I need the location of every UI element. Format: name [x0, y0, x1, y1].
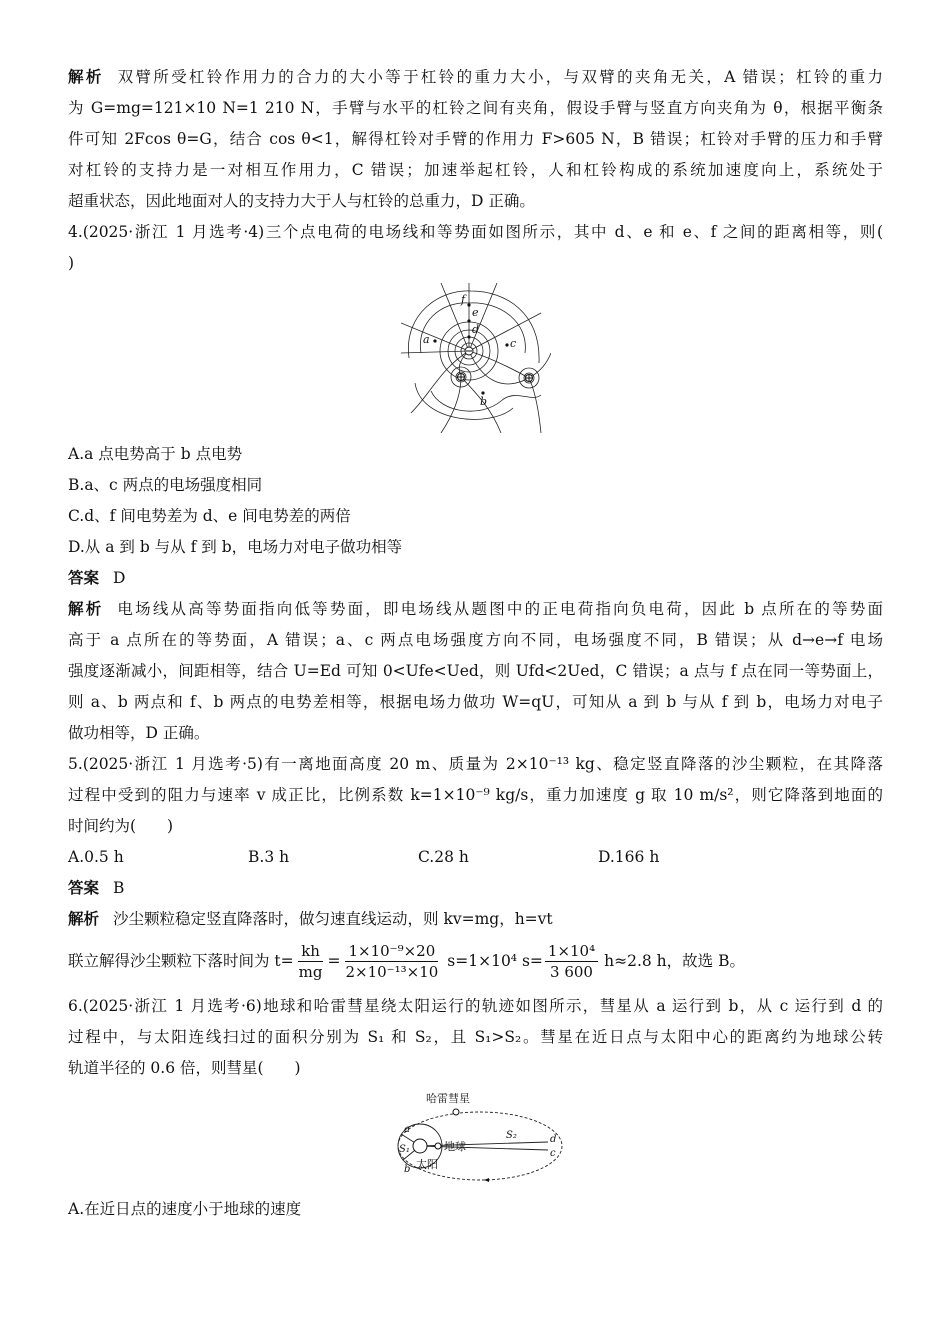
label-b: b	[403, 1164, 410, 1175]
question-stem: )	[68, 254, 75, 272]
analysis-text: 件可知 2Fcos θ=G，结合 cos θ<1，解得杠铃对手臂的作用力 F>605 N，B 错误；杠铃对手臂的压力和手臂	[68, 130, 883, 148]
question-stem: 轨道半径的 0.6 倍，则彗星( )	[68, 1059, 301, 1077]
option-a: A.0.5 h	[68, 848, 124, 866]
label-d: d	[471, 323, 479, 336]
analysis-text: 双臂所受杠铃作用力的合力的大小等于杠铃的重力大小，与双臂的夹角无关，A 错误；杠铃的重力	[117, 68, 883, 86]
option-c: C.28 h	[418, 848, 469, 866]
label-s1: S₁	[398, 1144, 410, 1155]
electric-field-figure	[401, 283, 551, 433]
analysis-label: 解析	[68, 910, 100, 928]
analysis-text: 超重状态，因此地面对人的支持力大于人与杠铃的总重力，D 正确。	[68, 192, 535, 210]
answer-label: 答案	[68, 569, 100, 587]
question-stem: 过程中，与太阳连线扫过的面积分别为 S₁ 和 S₂，且 S₁>S₂。彗星在近日点与太阳中心的距离约为地球公转	[68, 1028, 883, 1046]
analysis-label: 解析	[68, 68, 104, 86]
analysis-text: 高于 a 点所在的等势面，A 错误；a、c 两点电场强度方向不同，电场强度不同，B 错误；从 d→e→f 电场	[68, 631, 883, 649]
formula-line: 联立解得沙尘颗粒下落时间为 t= $\frac{kh}{mg}$ = $\frac{\text{1×10⁻⁹×20}}{\text{2×10⁻¹³×10}}$ s=1×10⁴ s= $\frac{\text{1×10⁴}}{3 600}$ h≈2.8 h，故选 B。	[68, 941, 745, 981]
question-stem: 4.(2025·浙江 1 月选考·4)三个点电荷的电场线和等势面如图所示，其中 d、e 和 e、f 之间的距离相等，则(	[68, 223, 883, 241]
analysis-text: 为 G=mg=121×10 N=1 210 N，手臂与水平的杠铃之间有夹角，假设手臂与竖直方向夹角为 θ，根据平衡条	[68, 99, 883, 117]
label-e: e	[471, 306, 479, 319]
label-d: d	[549, 1134, 556, 1145]
orbit-figure	[386, 1090, 566, 1190]
option-b: B.a、c 两点的电场强度相同	[68, 476, 263, 494]
label-b: b	[479, 395, 487, 408]
page-content	[68, 62, 883, 1225]
question-stem: 过程中受到的阻力与速率 v 成正比，比例系数 k=1×10⁻⁹ kg/s，重力加速度 g 取 10 m/s²，则它降落到地面的	[68, 786, 883, 804]
analysis-label: 解析	[68, 600, 104, 618]
label-s2: S₂	[505, 1130, 517, 1141]
analysis-text: 电场线从高等势面指向低等势面，即电场线从题图中的正电荷指向负电荷，因此 b 点所在的等势面	[117, 600, 883, 618]
fraction: $\frac{\text{1×10⁴}}{3 600}$	[545, 941, 598, 982]
question-6	[68, 991, 883, 1225]
analysis-text: 沙尘颗粒稳定竖直降落时，做匀速直线运动，则 kv=mg，h=vt	[113, 910, 553, 928]
question-stem: 5.(2025·浙江 1 月选考·5)有一离地面高度 20 m、质量为 2×10⁻¹³ kg、稳定竖直降落的沙尘颗粒，在其降落	[68, 755, 883, 773]
option-d: D.166 h	[598, 848, 660, 866]
option-a: A.在近日点的速度小于地球的速度	[68, 1200, 302, 1218]
label-a: a	[422, 333, 430, 346]
option-b: B.3 h	[248, 848, 290, 866]
label-sun: 太阳	[415, 1158, 438, 1171]
analysis-text: 则 a、b 两点和 f、b 两点的电势差相等，根据电场力做功 W=qU，可知从 a 到 b 与从 f 到 b，电场力对电子	[68, 693, 883, 711]
fraction: $\frac{\text{1×10⁻⁹×20}}{\text{2×10⁻¹³×10}}$	[345, 941, 439, 981]
question-stem: 时间约为( )	[68, 817, 174, 835]
question-5	[68, 749, 883, 987]
question-stem: 6.(2025·浙江 1 月选考·6)地球和哈雷彗星绕太阳运行的轨迹如图所示，彗星从 a 运行到 b，从 c 运行到 d 的	[68, 997, 883, 1015]
label-earth: 地球	[443, 1140, 466, 1153]
analysis-text: 强度逐渐减小，间距相等，结合 U=Ed 可知 0<Ufe<Ued，则 Ufd<2Ued，C 错误；a 点与 f 点在同一等势面上，	[68, 662, 883, 680]
label-c: c	[549, 1148, 556, 1159]
analysis-text: 做功相等，D 正确。	[68, 724, 210, 742]
label-a: a	[403, 1124, 410, 1135]
question-4	[68, 217, 883, 749]
label-c: c	[509, 337, 516, 350]
option-c: C.d、f 间电势差为 d、e 间电势差的两倍	[68, 507, 351, 525]
option-a: A.a 点电势高于 b 点电势	[68, 445, 243, 463]
answer-label: 答案	[68, 879, 100, 897]
q3-analysis	[68, 62, 883, 217]
answer-value: B	[113, 879, 125, 897]
answer-value: D	[113, 569, 126, 587]
option-d: D.从 a 到 b 与从 f 到 b，电场力对电子做功相等	[68, 538, 403, 556]
fraction: $\frac{kh}{mg}$	[298, 941, 323, 981]
analysis-text: 对杠铃的支持力是一对相互作用力，C 错误；加速举起杠铃，人和杠铃构成的系统加速度向上，系统处于	[68, 161, 883, 179]
label-f: f	[460, 293, 465, 306]
label-halley: 哈雷彗星	[425, 1092, 470, 1105]
options-row	[68, 842, 883, 873]
